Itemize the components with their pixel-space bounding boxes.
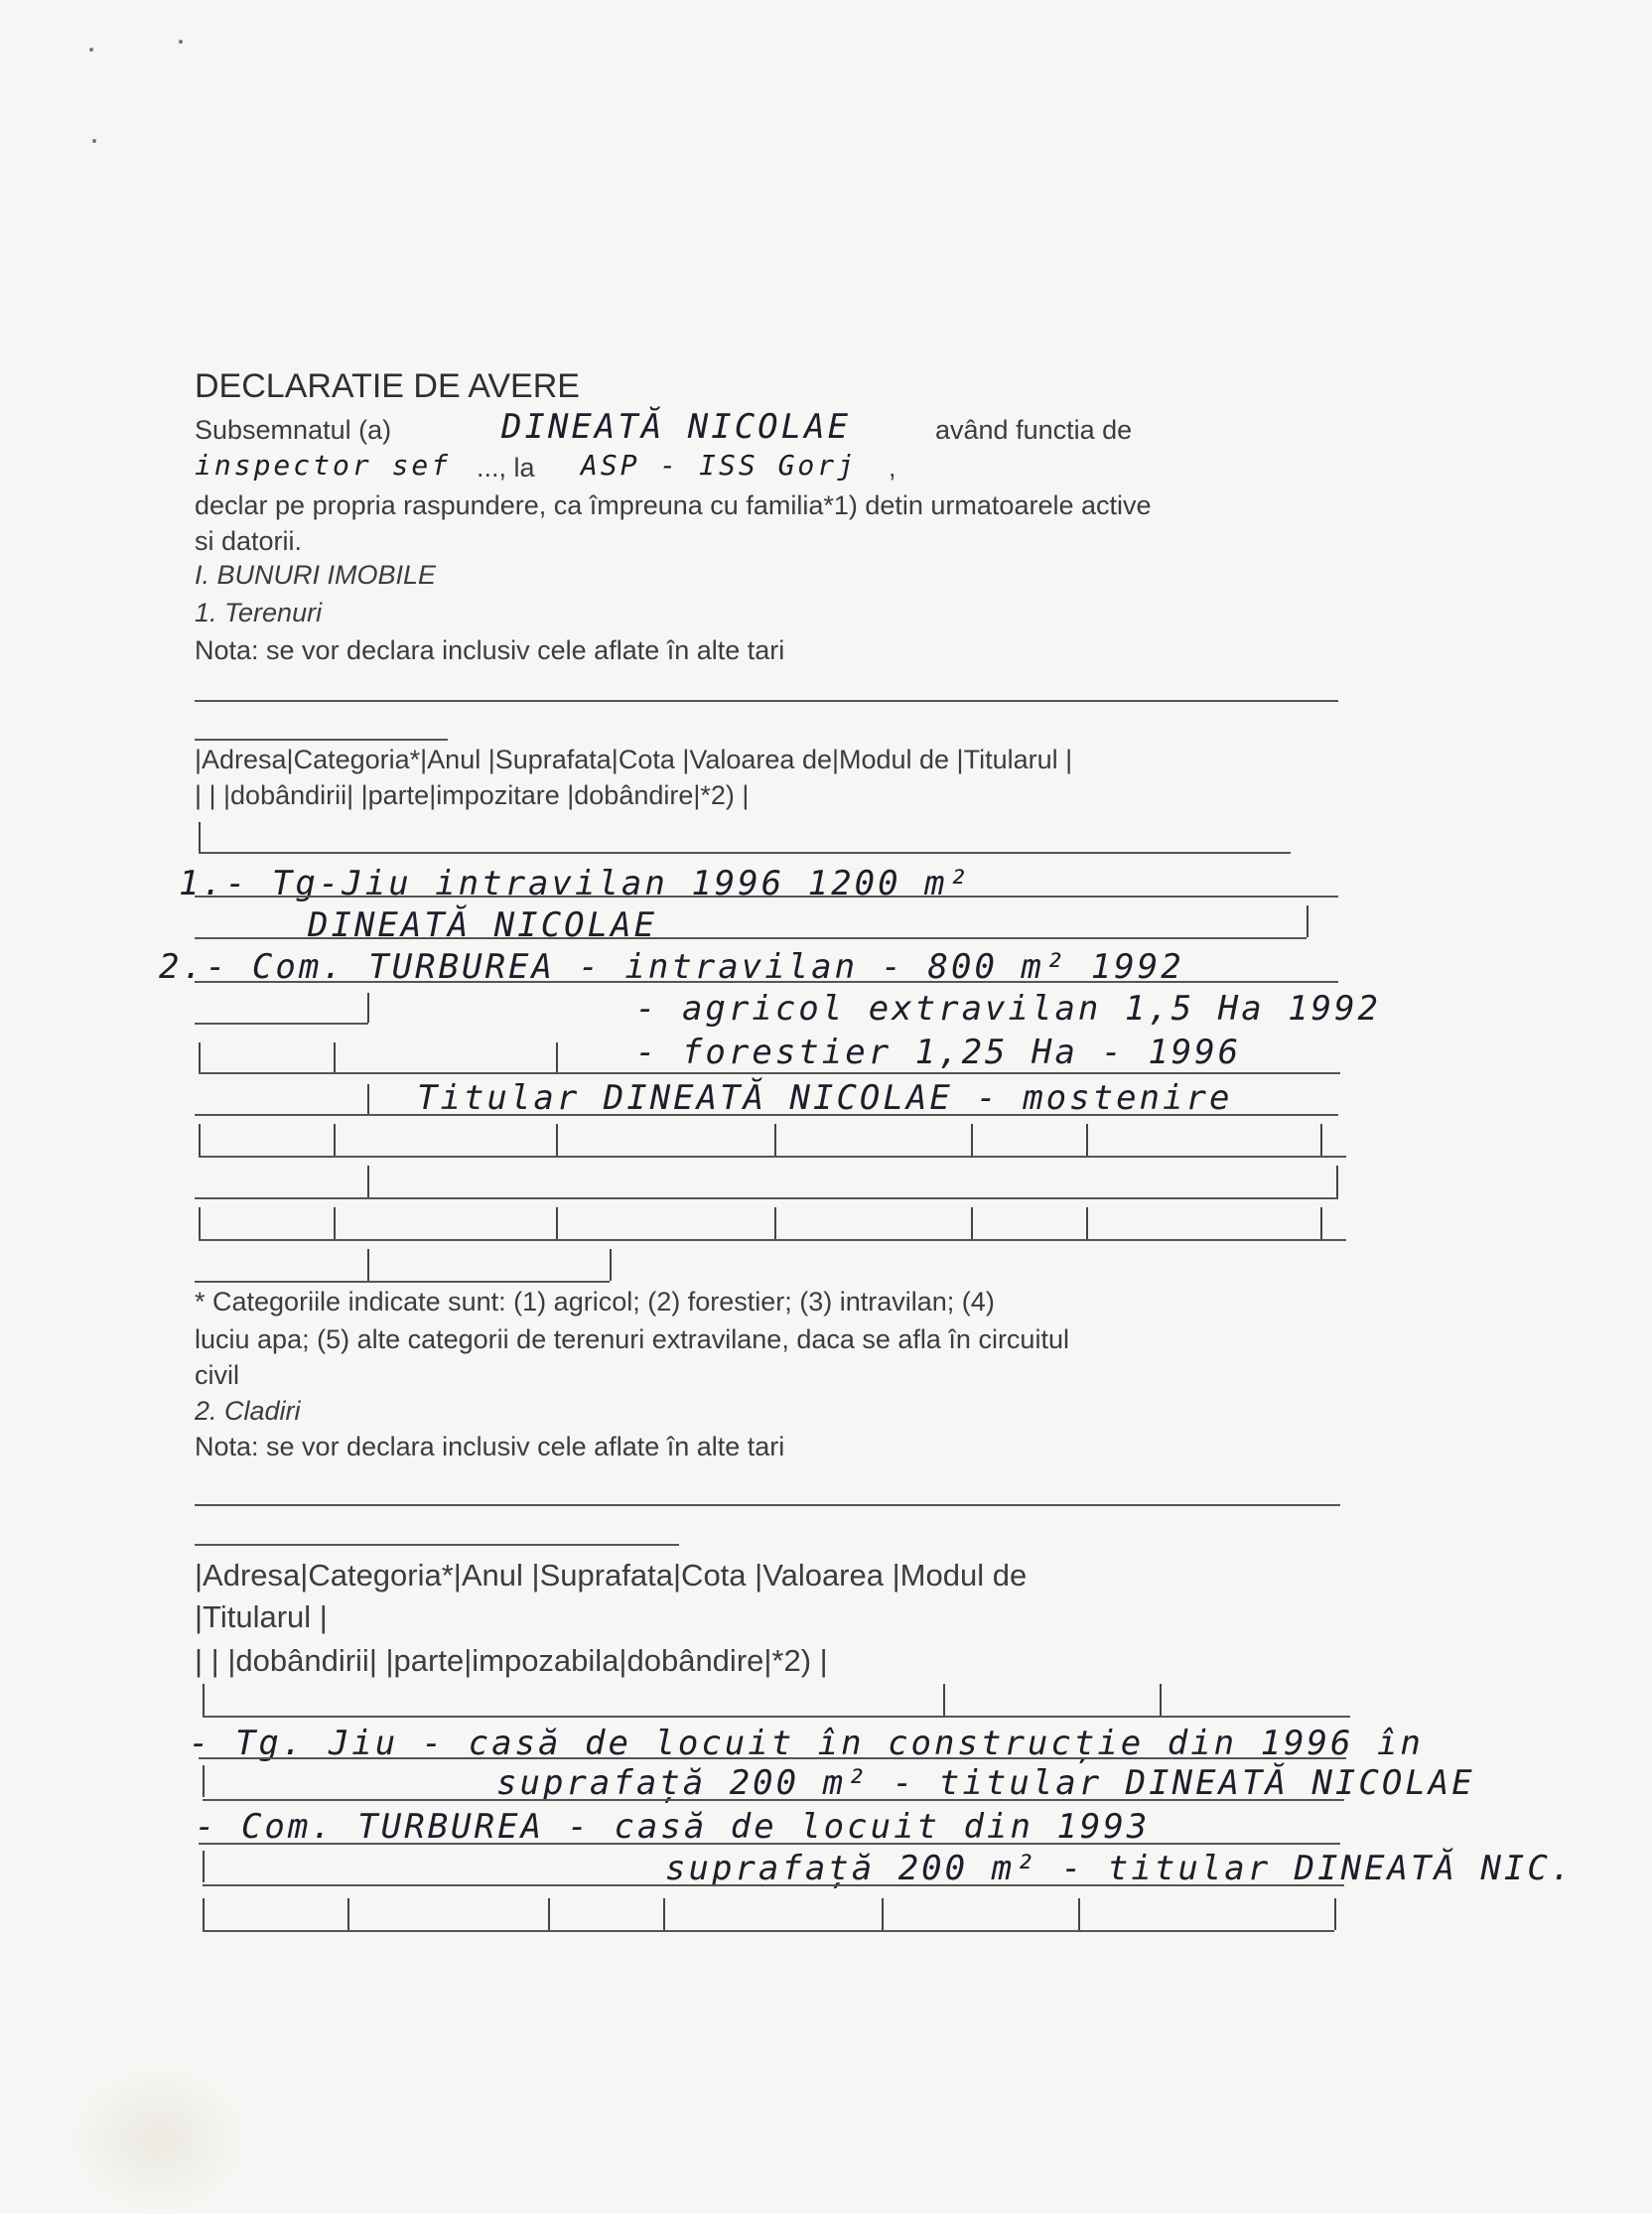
handwritten-entry-1: 1.- Tg-Jiu intravilan 1996 1200 m² [179, 864, 971, 903]
note-cladiri: Nota: se vor declara inclusiv cele aflate în alte tari [195, 1432, 785, 1461]
footnote-categorii-cont: luciu apa; (5) alte categorii de terenuri extravilane, daca se afla în circuitul [195, 1324, 1069, 1354]
table-header-cladiri: |Adresa|Categoria*|Anul |Suprafata|Cota |Valoarea |Modul de [195, 1558, 1028, 1592]
table-border [774, 1207, 776, 1239]
table-row-line [195, 1023, 368, 1025]
table-border [1334, 1898, 1336, 1930]
table-header-terenuri-row2: | | |dobândirii| |parte|impozitare |dobândire|*2) | [195, 780, 750, 810]
table-row-line [199, 852, 1291, 854]
table-row-line [195, 896, 1338, 898]
table-border [774, 1124, 776, 1156]
table-border [203, 1684, 205, 1716]
table-border [334, 1207, 336, 1239]
table-border [203, 1898, 205, 1930]
handwritten-building-1: - Tg. Jiu - casă de locuit în construcție din 1996 în [189, 1724, 1424, 1763]
scan-speck [92, 139, 96, 143]
table-border [882, 1898, 884, 1930]
table-row-line [203, 1799, 1344, 1801]
table-header-terenuri: |Adresa|Categoria*|Anul |Suprafata|Cota |Valoarea de|Modul de |Titularul | [195, 745, 1073, 774]
table-border [1086, 1124, 1088, 1156]
subsection-terenuri: 1. Terenuri [195, 598, 323, 627]
handwritten-function: inspector sef [195, 449, 452, 482]
table-border [1160, 1684, 1162, 1716]
scan-speck [179, 40, 183, 44]
table-border [347, 1898, 349, 1930]
table-border [610, 1249, 612, 1281]
table-border [367, 1249, 369, 1281]
table-row-line [195, 1197, 1338, 1199]
table-border [1078, 1898, 1080, 1930]
table-row-line [199, 1757, 1346, 1759]
table-border [1086, 1207, 1088, 1239]
function-label: având functia de [935, 415, 1133, 445]
table-border [1307, 905, 1308, 937]
handwritten-entry-2-agricol: - agricol extravilan 1,5 Ha 1992 [635, 989, 1382, 1029]
scan-speck [89, 48, 93, 52]
separator-line-short [195, 1544, 679, 1546]
table-border [548, 1898, 550, 1930]
table-border [1336, 1166, 1338, 1197]
subsection-cladiri: 2. Cladiri [195, 1396, 301, 1426]
table-border [203, 1851, 205, 1882]
table-border [1320, 1207, 1322, 1239]
declaration-text: declar pe propria raspundere, ca împreuna cu familia*1) detin urmatoarele active [195, 490, 1152, 520]
table-border [199, 1124, 201, 1156]
table-row-line [195, 981, 1338, 983]
table-border [199, 822, 201, 852]
handwritten-entry-2: 2.- Com. TURBUREA - intravilan - 800 m² 1992 [159, 947, 1184, 987]
separator-line [195, 700, 1338, 702]
handwritten-entry-2-owner: Titular DINEATĂ NICOLAE - mostenire [417, 1078, 1233, 1118]
footnote-categorii-end: civil [195, 1360, 239, 1390]
table-border [971, 1207, 973, 1239]
at-label: ..., la [477, 453, 535, 483]
handwritten-name: DINEATĂ NICOLAE [501, 407, 852, 447]
table-border [199, 1207, 201, 1239]
declaration-text-cont: si datorii. [195, 526, 303, 556]
table-row-line [199, 1072, 1340, 1074]
table-border [556, 1207, 558, 1239]
table-row-line [203, 1716, 1350, 1718]
table-header-cladiri-row2: | | |dobândirii| |parte|impozabila|dobândire|*2) | [195, 1643, 828, 1678]
table-border [334, 1042, 336, 1072]
table-row-line [195, 1114, 1338, 1116]
table-row-line [199, 1843, 1340, 1845]
table-row-line [199, 1239, 1346, 1241]
handwritten-institution: ASP - ISS Gorj [581, 449, 858, 482]
table-header-cladiri-titular: |Titularul | [195, 1599, 328, 1634]
table-border [971, 1124, 973, 1156]
handwritten-building-2: - Com. TURBUREA - casă de locuit din 1993 [195, 1807, 1151, 1847]
table-row-line [203, 1930, 1334, 1932]
table-row-line [199, 1156, 1346, 1158]
table-border [199, 1042, 201, 1072]
table-border [367, 1166, 369, 1197]
declarant-label: Subsemnatul (a) [195, 415, 392, 445]
table-row-line [203, 1884, 1344, 1886]
table-row-line [195, 937, 1307, 939]
table-border [334, 1124, 336, 1156]
table-border [943, 1684, 945, 1716]
table-border [1320, 1124, 1322, 1156]
table-row-line [195, 1281, 610, 1283]
note-terenuri: Nota: se vor declara inclusiv cele aflate în alte tari [195, 635, 785, 665]
comma: , [889, 453, 896, 483]
handwritten-entry-2-forestier: - forestier 1,25 Ha - 1996 [635, 1033, 1242, 1072]
separator-line-short [195, 739, 448, 741]
document-title: DECLARATIE DE AVERE [195, 367, 580, 405]
table-border [556, 1042, 558, 1072]
handwritten-entry-1-owner: DINEATĂ NICOLAE [308, 905, 658, 945]
table-border [367, 1084, 369, 1114]
page-smudge [69, 2065, 248, 2214]
handwritten-building-1-owner: suprafață 200 m² - titular DINEATĂ NICOLAE [496, 1763, 1475, 1803]
table-border [367, 993, 369, 1023]
section-title-bunuri-imobile: I. BUNURI IMOBILE [195, 560, 437, 590]
table-border [556, 1124, 558, 1156]
table-border [663, 1898, 665, 1930]
footnote-categorii: * Categoriile indicate sunt: (1) agricol; (2) forestier; (3) intravilan; (4) [195, 1287, 995, 1316]
separator-line [195, 1504, 1340, 1506]
table-border [203, 1765, 205, 1797]
handwritten-building-2-owner: suprafață 200 m² - titular DINEATĂ NIC. [665, 1849, 1575, 1888]
